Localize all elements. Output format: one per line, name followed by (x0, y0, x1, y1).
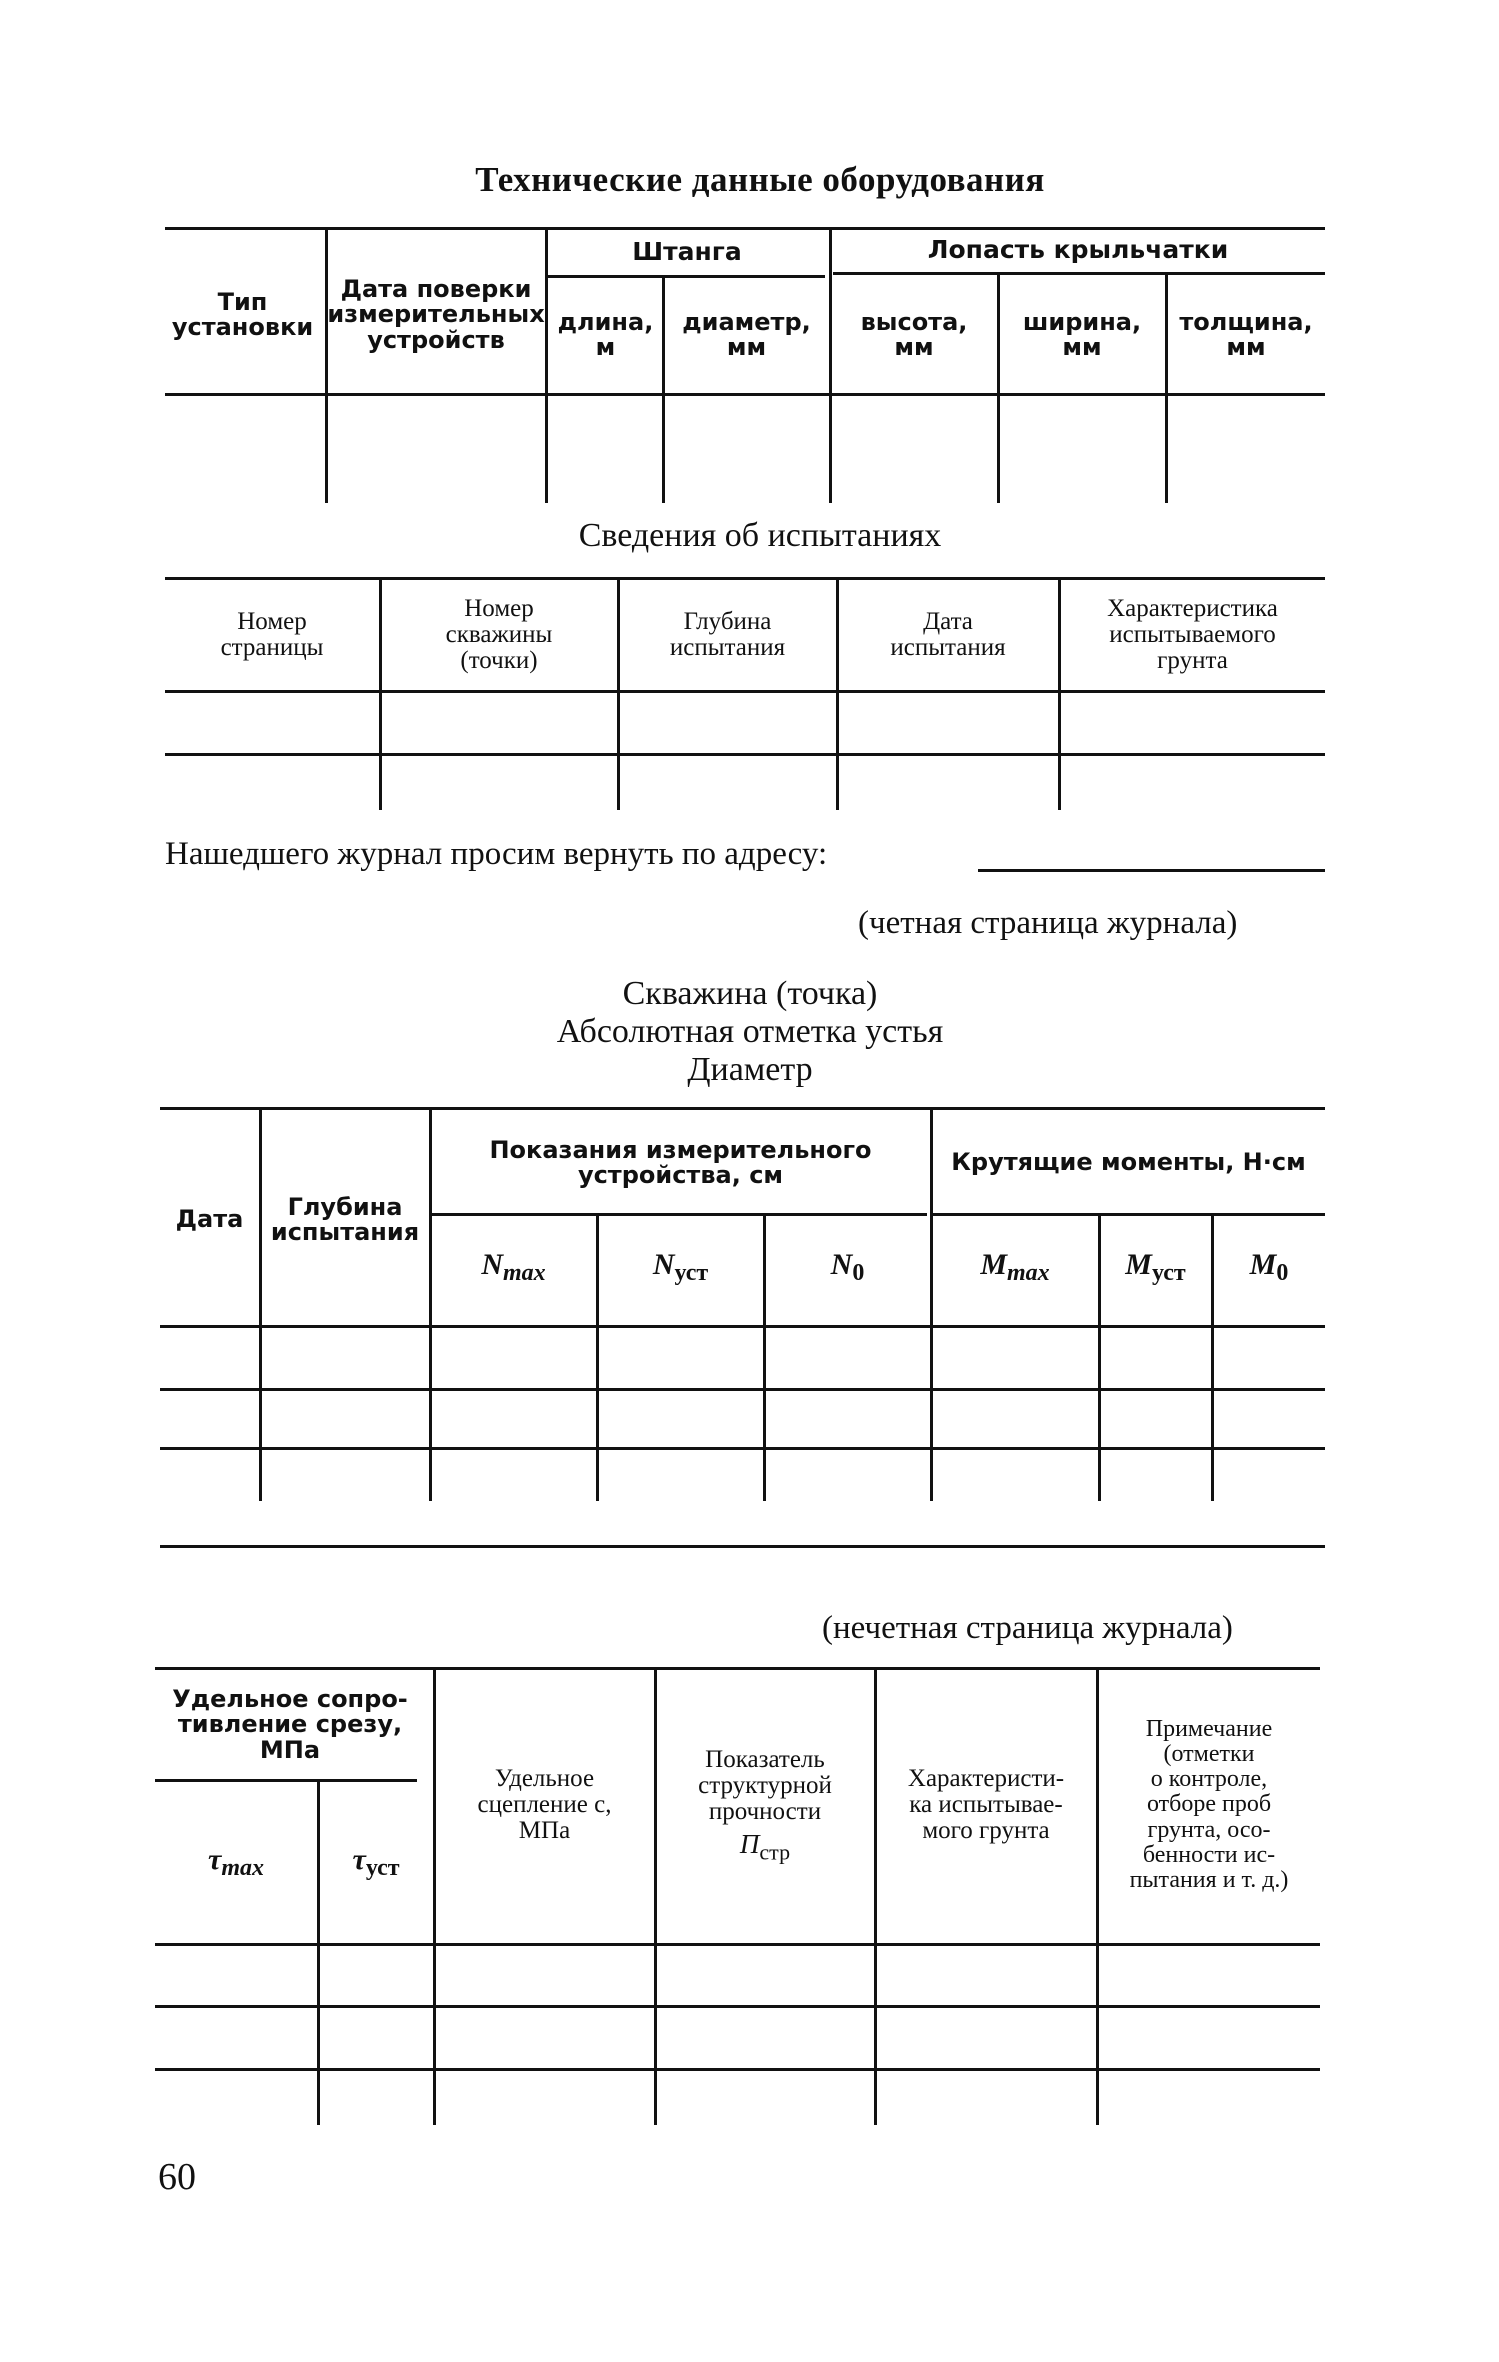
table-rule (165, 393, 1325, 396)
symbol-n: N (481, 1248, 503, 1282)
even-page-label: (четная страница журнала) (858, 905, 1238, 941)
table-rule (545, 275, 825, 278)
tau-max-symbol (155, 1790, 317, 1935)
table-rule (160, 1447, 1325, 1450)
table-rule (833, 272, 1325, 275)
n-max-symbol (431, 1218, 596, 1318)
subscript-ust: уст (365, 1854, 400, 1881)
table-rule (160, 1388, 1325, 1391)
col-blade-width: ширина, мм (1022, 307, 1142, 361)
subscript-0: 0 (1276, 1260, 1289, 1287)
table-rule (165, 690, 1325, 693)
group-device-readings: Показания измерительного устройства, см (489, 1135, 872, 1189)
symbol-p: П (739, 1828, 760, 1859)
col-date: Дата (175, 1205, 244, 1234)
subscript-max: max (503, 1260, 546, 1287)
table-rule (155, 1779, 417, 1782)
subscript-max: max (221, 1854, 264, 1881)
subscript-max: max (1007, 1260, 1050, 1287)
collar-elevation-line: Абсолютная отметка устья (556, 1013, 944, 1050)
col-cohesion: Удельное сцепление c, МПа (477, 1764, 612, 1845)
n-ust-symbol (598, 1218, 763, 1318)
group-rod: Штанга (632, 236, 742, 266)
col-structural-strength (656, 1675, 874, 1935)
symbol-n: N (830, 1248, 853, 1282)
col-rod-diameter: диаметр, мм (682, 307, 811, 361)
symbol-tau: τ (352, 1842, 366, 1876)
table-rule (165, 753, 1325, 756)
col-installation-type: Тип установки (171, 287, 314, 341)
col-note: Примечание (отметки о контроле, отборе проб грунта, осо- бенности ис- пытания и т. д.) (1129, 1715, 1289, 1893)
col-rod-length: длина, м (557, 307, 654, 361)
group-shear-resistance: Удельное сопро- тивление срезу, МПа (172, 1685, 408, 1764)
table-rule (155, 1943, 1320, 1946)
table-rule (165, 577, 1325, 580)
col-calibration-date: Дата поверки измерительных устройств (327, 275, 545, 354)
well-point-line: Скважина (точка) (622, 975, 878, 1012)
tau-ust-symbol (319, 1790, 433, 1935)
col-test-date: Дата испытания (890, 607, 1006, 661)
col-blade-height: высота, мм (860, 307, 968, 361)
col-blade-thickness: толщина, мм (1179, 307, 1313, 361)
subscript-ust: уст (1151, 1260, 1186, 1287)
table-rule (155, 1667, 1320, 1670)
diameter-line: Диаметр (687, 1051, 813, 1088)
m-ust-symbol (1100, 1218, 1211, 1318)
equipment-table-title: Технические данные оборудования (475, 160, 1045, 199)
odd-page-label: (нечетная страница журнала) (822, 1610, 1233, 1646)
subscript-ust: уст (674, 1260, 709, 1287)
col-soil-characteristic: Характеристи- ка испытывае- мого грунта (907, 1764, 1065, 1845)
address-blank-line (978, 869, 1325, 872)
table-rule (155, 2005, 1320, 2008)
col-well-number: Номер скважины (точки) (445, 594, 553, 675)
group-blade: Лопасть крыльчатки (927, 234, 1229, 264)
group-torque: Крутящие моменты, Н·см (951, 1148, 1306, 1177)
symbol-tau: τ (208, 1842, 222, 1876)
return-notice: Нашедшего журнал просим вернуть по адресу: (165, 836, 828, 872)
symbol-m: M (1125, 1248, 1152, 1282)
table-rule (160, 1325, 1325, 1328)
table-rule (160, 1107, 1325, 1110)
col-soil-characteristic: Характеристика испытываемого грунта (1107, 594, 1278, 675)
p-str-symbol (740, 1830, 790, 1863)
structural-strength-label: Показатель структурной прочности (698, 1745, 832, 1826)
subscript-str: стр (759, 1839, 791, 1865)
symbol-m: M (1249, 1248, 1277, 1282)
col-test-depth: Глубина испытания (270, 1192, 420, 1246)
symbol-n: N (652, 1248, 675, 1282)
table-rule (932, 1213, 1325, 1216)
subscript-0: 0 (852, 1260, 865, 1287)
tests-table-title: Сведения об испытаниях (578, 517, 942, 554)
col-test-depth: Глубина испытания (669, 607, 786, 661)
table-rule (155, 2068, 1320, 2071)
symbol-m: M (980, 1248, 1007, 1282)
well-header (450, 975, 1050, 1089)
table-rule (430, 1213, 927, 1216)
m-0-symbol (1213, 1218, 1325, 1318)
m-max-symbol (932, 1218, 1098, 1318)
page-number: 60 (158, 2156, 196, 2198)
col-page-number: Номер страницы (220, 607, 324, 661)
table-rule (160, 1545, 1325, 1548)
n-0-symbol (765, 1218, 930, 1318)
